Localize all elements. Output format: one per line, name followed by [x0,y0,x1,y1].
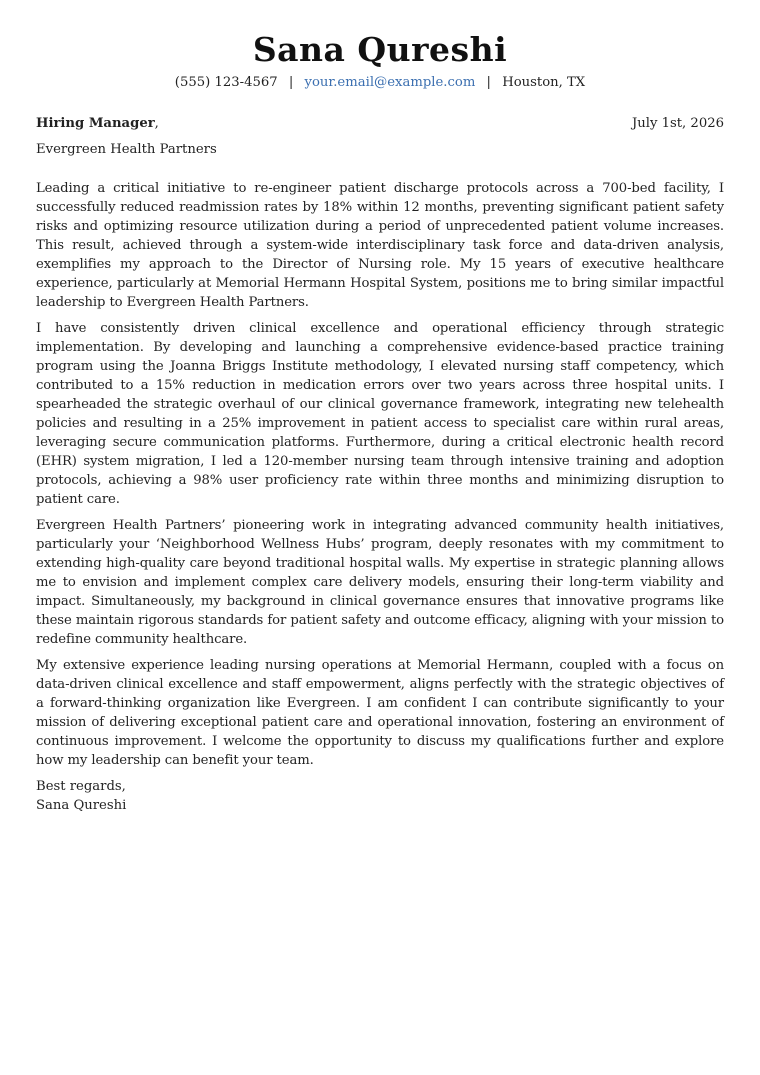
recipient-row [36,114,724,134]
body-paragraph: Leading a critical initiative to re-engineer patient discharge protocols across a 700-bed facility, I successfully reduced readmission rates by 18% within 12 months, preventing significant patient safety risks and optimizing resource utilization during a period of unprecedented patient volume increases. This result, achieved through a system-wide interdisciplinary task force and data-driven analysis, exemplifies my approach to the Director of Nursing role. My 15 years of executive healthcare experience, particularly at Memorial Hermann Hospital System, positions me to bring similar impactful leadership to Evergreen Health Partners. [36,181,724,310]
contact-separator: | [486,75,491,90]
body-paragraph: I have consistently driven clinical excellence and operational efficiency through strategic implementation. By developing and launching a comprehensive evidence-based practice training program using the Joanna Briggs Institute methodology, I elevated nursing staff competency, which contributed to a 15% reduction in medication errors over two years across three hospital units. I spearheaded the strategic overhaul of our clinical governance framework, integrating new telehealth policies and resulting in a 25% improvement in patient access to specialist care within rural areas, leveraging secure communication platforms. Furthermore, during a critical electronic health record (EHR) system migration, I led a 120-member nursing team through intensive training and adoption protocols, achieving a 98% user proficiency rate within three months and minimizing disruption to patient care. [36,321,724,507]
closing-block [36,777,724,815]
body-paragraph: Evergreen Health Partners’ pioneering work in integrating advanced community health initiatives, particularly your ‘Neighborhood Wellness Hubs’ program, deeply resonates with my commitment to extending high-quality care beyond traditional hospital walls. My expertise in strategic planning allows me to envision and implement complex care delivery models, ensuring their long-term viability and impact. Simultaneously, my background in clinical governance ensures that innovative programs like these maintain rigorous standards for patient safety and outcome efficacy, aligning with your mission to redefine community healthcare. [36,518,724,647]
closing-salutation: Best regards, [36,779,126,794]
phone-number: (555) 123-4567 [174,75,278,90]
location: Houston, TX [502,75,586,90]
recipient-company: Evergreen Health Partners [36,142,217,157]
email-link[interactable]: your.email@example.com [304,75,476,90]
contact-line [36,73,724,93]
letter-body [36,179,724,770]
recipient-block [36,114,159,134]
closing-signature: Sana Qureshi [36,798,127,813]
contact-separator: | [288,75,294,90]
letter-date: July 1st, 2026 [631,116,724,131]
recipient-name: Hiring Manager [36,116,155,131]
applicant-name: Sana Qureshi [252,30,508,69]
body-paragraph: My extensive experience leading nursing operations at Memorial Hermann, coupled with a focus on data-driven clinical excellence and staff empowerment, aligns perfectly with the strategic objectives of a forward-thinking organization like Evergreen. I am confident I can contribute significantly to your mission of delivering exceptional patient care and operational innovation, fostering an environment of continuous improvement. I welcome the opportunity to discuss my qualifications further and explore how my leadership can benefit your team. [36,658,724,768]
recipient-name-suffix: , [154,116,159,131]
